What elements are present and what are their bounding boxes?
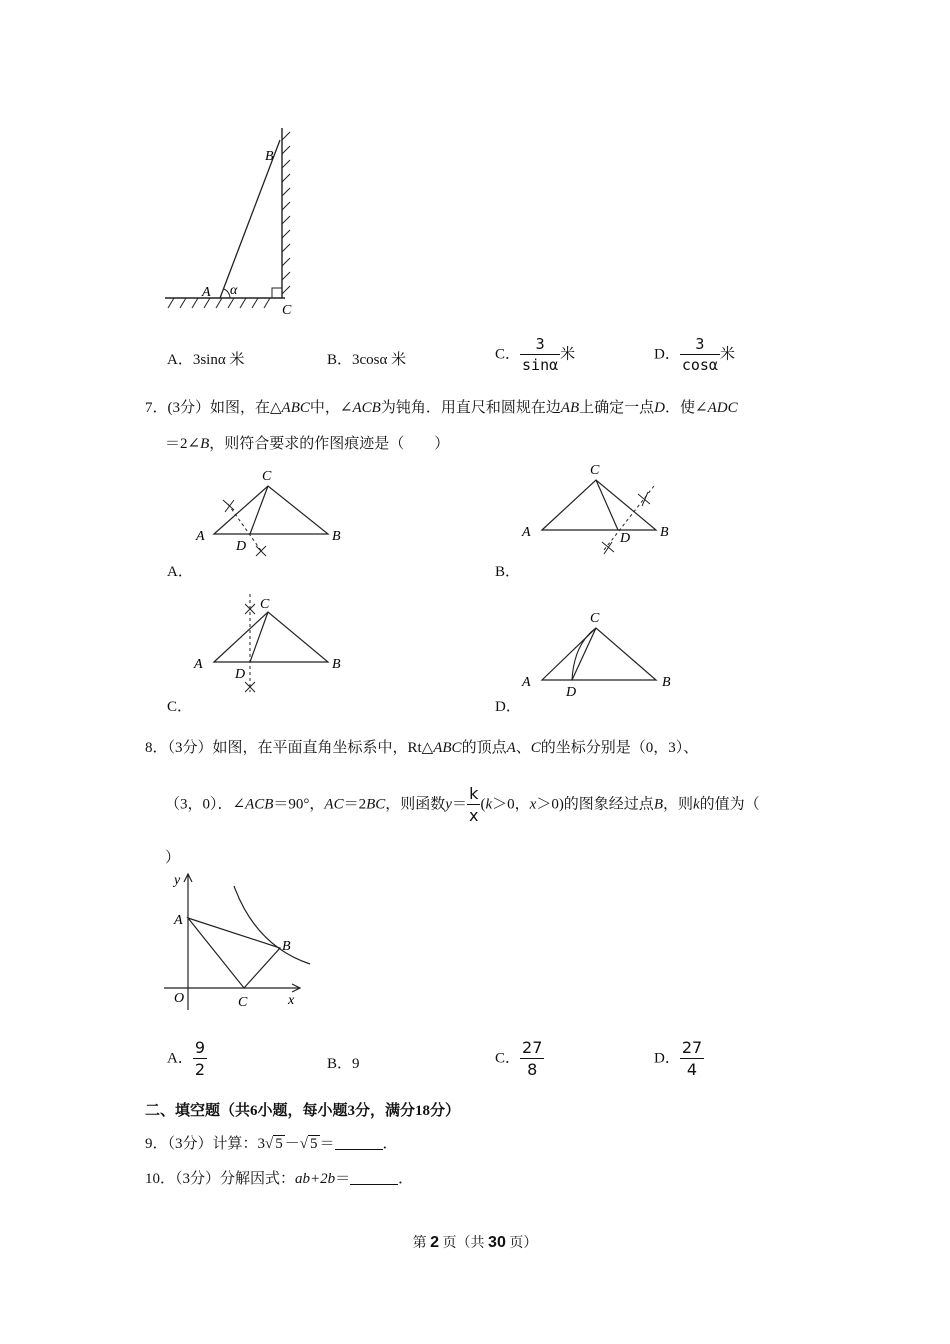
q7b-label-d: D [620,531,631,546]
q6-option-c: C． $\frac{3}{\sin\alpha}$ 米 [495,335,576,374]
section-2-heading: 二、填空题（共6小题，每小题3分，满分18分） [145,1103,461,1119]
q9-answer-blank [335,1135,383,1150]
q7-figure-b [518,456,678,556]
q7a-label-a: A [196,529,205,544]
q7b-label-b: B [660,525,669,540]
q7c-label-a: A [194,657,203,672]
fig8-label-o: O [174,991,185,1006]
fig6-label-a: A [202,285,211,300]
q8-coordinate-figure [160,868,320,1013]
q7-line2: ＝2∠B，则符合要求的作图痕迹是（ ） [165,436,450,452]
q8-option-a: A． $\frac{9}{2}$ [167,1038,206,1079]
q7b-label-c: C [590,463,600,478]
fig8-label-x: x [288,993,295,1008]
q7d-label-a: A [522,675,531,690]
fig8-label-a: A [174,913,183,928]
q6-option-d: D． $\frac{3}{\cos\alpha}$ 米 [654,335,735,374]
q7-figure-a [190,460,350,560]
q7-line1: 7．(3分）如图，在△ABC中，∠ACB为钝角．用直尺和圆规在边AB上确定一点D．使∠ADC [145,400,738,416]
q7d-label-c: C [590,611,600,626]
q6-option-b: B．3cosα 米 [327,352,407,368]
q7d-label-b: B [662,675,671,690]
fig6-label-b: B [265,149,274,164]
q7a-label-b: B [332,529,341,544]
q10-answer-blank [350,1170,398,1185]
q8-line1: 8．（3分）如图，在平面直角坐标系中，Rt△ABC的顶点A、C的坐标分别是（0，3）、 [145,740,699,756]
q7a-label-d: D [236,539,247,554]
q9: 9．（3分）计算：3√ 5 －√ 5 ＝ ． [145,1136,398,1152]
q7-option-d: D． [495,699,521,715]
q10: 10．（3分）分解因式：ab+2b＝ ． [145,1171,414,1187]
q7c-label-b: B [332,657,341,672]
fig6-label-alpha: α [230,283,238,298]
q7d-label-d: D [566,685,577,700]
q7a-label-c: C [262,469,272,484]
q8-option-d: D． $\frac{27}{4}$ [654,1038,703,1079]
q7c-label-d: D [235,667,246,682]
ladder-figure [160,120,310,320]
q7-option-a: A． [167,564,193,580]
fig8-label-c: C [238,995,248,1010]
q7-option-c: C． [167,699,193,715]
q7b-label-a: A [522,525,531,540]
page-footer: 第 2 页（共 30 页） [412,1234,538,1251]
fig6-label-c: C [282,303,292,318]
q7c-label-c: C [260,597,270,612]
fig8-label-y: y [174,873,181,888]
q7-figure-d [518,604,678,704]
q8-line2: （3，0）．∠ACB＝90°，AC＝2BC，则函数y＝ $\frac{k}{x}$ (k＞0，x＞0)的图象经过点B，则k的值为（ [165,784,760,825]
q7-option-b: B． [495,564,521,580]
q8-line3: ） [165,850,181,866]
fig8-label-b: B [282,939,291,954]
q8-option-c: C． $\frac{27}{8}$ [495,1038,543,1079]
q6-option-a: A．3sinα 米 [167,352,245,368]
q7-figure-c [190,592,350,702]
q8-option-b: B．9 [327,1056,360,1072]
